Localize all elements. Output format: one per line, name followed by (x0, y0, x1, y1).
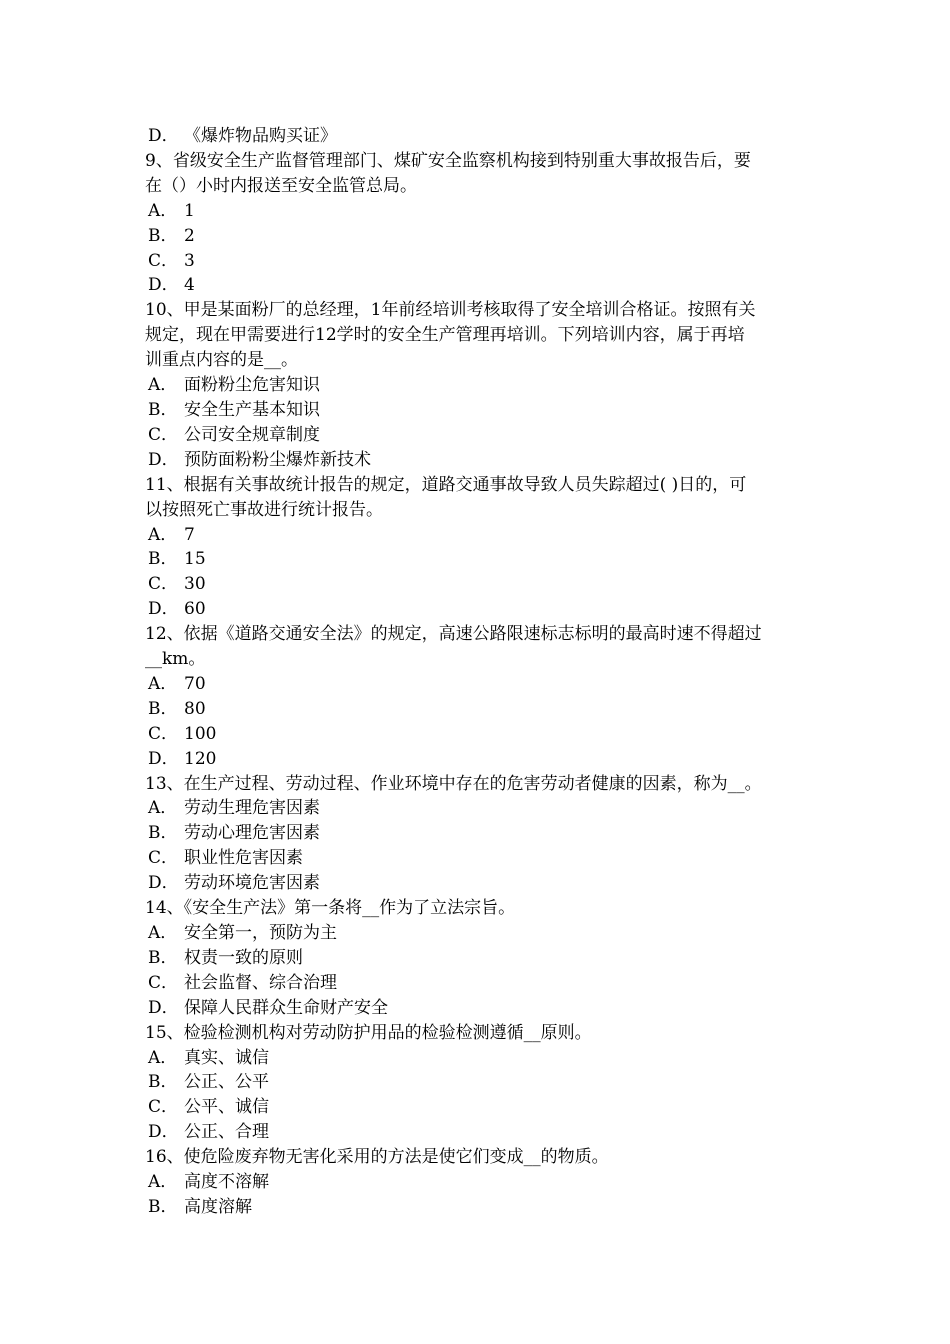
option-label: D． (148, 275, 179, 296)
option-text: 公平、诚信 (184, 1097, 269, 1118)
option-label: C． (148, 424, 179, 445)
option-label: B． (148, 225, 178, 246)
option-text: 社会监督、综合治理 (184, 972, 337, 993)
option-text: 1 (184, 200, 195, 221)
option-text: 公正、合理 (184, 1122, 269, 1143)
answer-option (145, 423, 815, 448)
option-label: C． (148, 723, 179, 744)
answer-option (145, 672, 815, 697)
answer-option (145, 448, 815, 473)
option-label: D． (148, 599, 179, 620)
option-label: A． (148, 798, 178, 819)
option-text: 权责一致的原则 (184, 947, 303, 968)
option-text: 职业性危害因素 (184, 848, 303, 869)
answer-option (145, 971, 815, 996)
option-label: B． (148, 549, 178, 570)
question-text: 10、甲是某面粉厂的总经理，1年前经培训考核取得了安全培训合格证。按照有关 (145, 300, 756, 321)
question-text: 15、检验检测机构对劳动防护用品的检验检测遵循__原则。 (145, 1022, 592, 1043)
option-text: 高度溶解 (184, 1196, 252, 1217)
option-text: 80 (184, 698, 206, 719)
option-text: 120 (184, 748, 217, 769)
answer-option (145, 1120, 815, 1145)
option-text: 安全第一，预防为主 (184, 923, 337, 943)
answer-option (145, 224, 815, 249)
option-label: B． (148, 947, 178, 968)
answer-option (145, 921, 815, 946)
option-label: C． (148, 848, 179, 869)
question-text: 11、根据有关事故统计报告的规定，道路交通事故导致人员失踪超过( )日的，可 (145, 474, 747, 495)
option-text: 7 (184, 524, 195, 545)
option-text: 高度不溶解 (184, 1172, 269, 1193)
answer-option (145, 796, 815, 821)
option-text: 15 (184, 549, 206, 570)
option-text: 真实、诚信 (184, 1047, 269, 1068)
question-text: 12、依据《道路交通安全法》的规定，高速公路限速标志标明的最高时速不得超过 (145, 624, 762, 645)
answer-option (145, 1046, 815, 1071)
option-label: B． (148, 1072, 178, 1093)
answer-option (145, 871, 815, 896)
answer-option (145, 846, 815, 871)
option-label: D． (148, 873, 179, 894)
option-label: A． (148, 923, 178, 943)
question-text: 在（）小时内报送至安全监管总局。 (145, 175, 417, 196)
option-text: 3 (184, 250, 195, 271)
option-text: 30 (184, 574, 206, 595)
option-label: D． (148, 449, 179, 470)
option-label: D． (148, 748, 179, 769)
answer-option (145, 722, 815, 747)
question-text: 16、使危险废弃物无害化采用的方法是使它们变成__的物质。 (145, 1147, 609, 1168)
option-text: 100 (184, 723, 217, 744)
question-text: 14、《安全生产法》第一条将__作为了立法宗旨。 (145, 898, 516, 919)
option-text: 4 (184, 275, 195, 296)
option-text: 保障人民群众生命财产安全 (184, 997, 388, 1018)
answer-option (145, 996, 815, 1021)
document-body (145, 124, 815, 1220)
answer-option (145, 697, 815, 722)
question-text: 以按照死亡事故进行统计报告。 (145, 499, 383, 520)
option-text: 70 (184, 673, 206, 694)
answer-option (145, 597, 815, 622)
option-label: C． (148, 574, 179, 595)
option-label: A． (148, 524, 178, 545)
answer-option (145, 1070, 815, 1095)
question-text: 训重点内容的是__。 (145, 350, 298, 371)
option-label: A． (148, 1172, 178, 1193)
option-label: B． (148, 399, 178, 420)
question-text: __km。 (145, 649, 206, 670)
option-label: D． (148, 997, 179, 1018)
answer-option (145, 523, 815, 548)
question-text: 9、省级安全生产监督管理部门、煤矿安全监察机构接到特别重大事故报告后，要 (145, 150, 751, 171)
answer-option (145, 273, 815, 298)
option-text: 公正、公平 (184, 1072, 269, 1093)
answer-option (145, 124, 815, 149)
option-label: A． (148, 200, 178, 221)
question-text: 13、在生产过程、劳动过程、作业环境中存在的危害劳动者健康的因素，称为__。 (145, 773, 762, 794)
answer-option (145, 547, 815, 572)
question-text: 规定，现在甲需要进行12学时的安全生产管理再培训。下列培训内容，属于再培 (145, 325, 745, 346)
answer-option (145, 373, 815, 398)
answer-option (145, 572, 815, 597)
option-label: B． (148, 1196, 178, 1217)
option-label: C． (148, 250, 179, 271)
option-label: C． (148, 972, 179, 993)
option-label: A． (148, 375, 178, 396)
option-text: 劳动心理危害因素 (184, 823, 320, 844)
option-label: B． (148, 823, 178, 844)
option-label: A． (148, 673, 178, 694)
answer-option (145, 1170, 815, 1195)
answer-option (145, 821, 815, 846)
option-text: 面粉粉尘危害知识 (184, 375, 320, 396)
answer-option (145, 1095, 815, 1120)
option-text: 60 (184, 599, 206, 620)
answer-option (145, 747, 815, 772)
option-label: D． (148, 1122, 179, 1143)
answer-option (145, 398, 815, 423)
option-text: 安全生产基本知识 (184, 399, 320, 420)
option-text: 2 (184, 225, 195, 246)
option-text: 《爆炸物品购买证》 (184, 126, 337, 146)
option-label: B． (148, 698, 178, 719)
answer-option (145, 249, 815, 274)
option-text: 预防面粉粉尘爆炸新技术 (184, 449, 371, 470)
option-text: 劳动生理危害因素 (184, 798, 320, 819)
option-label: A． (148, 1047, 178, 1068)
option-text: 劳动环境危害因素 (184, 873, 320, 894)
option-label: C． (148, 1097, 179, 1118)
answer-option (145, 199, 815, 224)
answer-option (145, 1195, 815, 1220)
option-text: 公司安全规章制度 (184, 424, 320, 445)
option-label: D． (148, 126, 179, 146)
answer-option (145, 946, 815, 971)
